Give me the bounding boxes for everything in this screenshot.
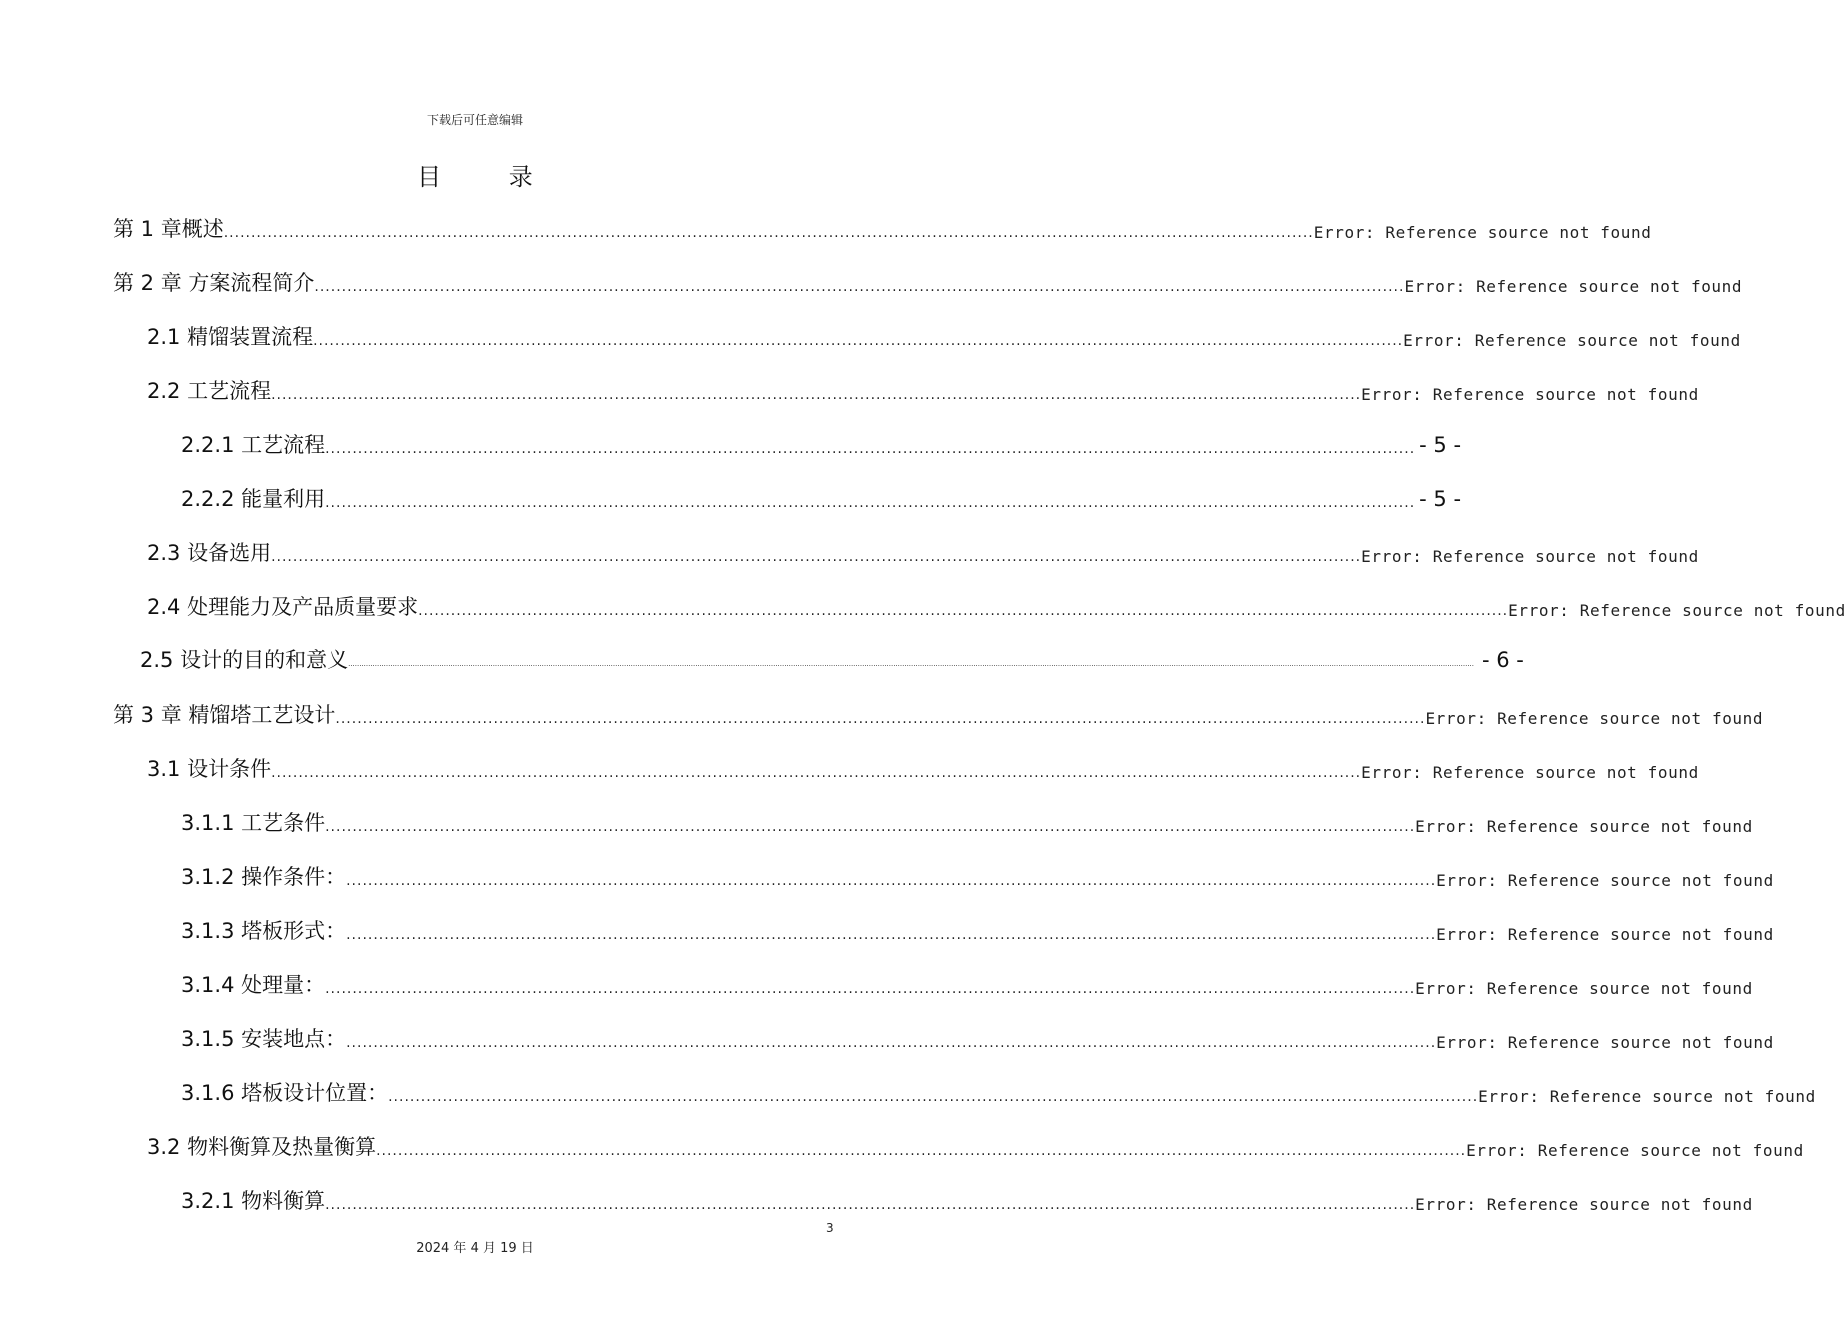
toc-entry-text: 3.2.1 物料衡算 xyxy=(181,1189,326,1213)
toc-entry-page: - 5 - xyxy=(1419,487,1462,511)
leader-dots: ........................................................................................................................................................................................................ xyxy=(346,873,1437,889)
leader-dots: ........................................................................................................................................................................................................ xyxy=(325,441,1416,457)
leader-dots: .......................................................................................................................................................................................................................................................................................................................................................................................................................................................................................................................... xyxy=(348,660,1474,668)
toc-entry-3-2[interactable] xyxy=(147,1132,1804,1162)
toc-entry-reference: Error: Reference source not found xyxy=(1436,871,1774,890)
footer-date: 2024 年 4 月 19 日 xyxy=(416,1241,534,1256)
toc-entry-2-3[interactable] xyxy=(147,538,1699,568)
toc-entry-2-5[interactable] xyxy=(140,645,1524,675)
toc-entry-reference: Error: Reference source not found xyxy=(1415,817,1753,836)
toc-entry-text: 2.3 设备选用 xyxy=(147,541,272,565)
toc-entry-page: - 6 - xyxy=(1481,648,1524,672)
toc-entry-text: 2.5 设计的目的和意义 xyxy=(140,648,349,672)
toc-entry-3-1-1[interactable] xyxy=(181,808,1753,838)
toc-entry-reference: Error: Reference source not found xyxy=(1478,1087,1816,1106)
toc-entry-text: 第 2 章 方案流程简介 xyxy=(113,271,315,295)
leader-dots: ........................................................................................................................................................................................................ xyxy=(313,333,1404,349)
leader-dots: ........................................................................................................................................................................................................ xyxy=(271,387,1362,403)
toc-entry-reference: Error: Reference source not found xyxy=(1403,331,1741,350)
toc-entry-3-1-4[interactable] xyxy=(181,970,1753,1000)
toc-entry-reference: Error: Reference source not found xyxy=(1508,601,1846,620)
toc-entry-text: 2.1 精馏装置流程 xyxy=(147,325,314,349)
leader-dots: ........................................................................................................................................................................................................ xyxy=(335,711,1426,727)
toc-entry-text: 第 1 章概述 xyxy=(113,217,224,241)
toc-entry-2-1[interactable] xyxy=(147,322,1741,352)
toc-entry-text: 2.2.2 能量利用 xyxy=(181,487,326,511)
toc-entry-reference: Error: Reference source not found xyxy=(1361,547,1699,566)
toc-entry-reference: Error: Reference source not found xyxy=(1361,763,1699,782)
toc-entry-reference: Error: Reference source not found xyxy=(1466,1141,1804,1160)
toc-entry-2-2[interactable] xyxy=(147,376,1699,406)
leader-dots: ........................................................................................................................................................................................................ xyxy=(325,1197,1416,1213)
leader-dots: ........................................................................................................................................................................................................ xyxy=(223,225,1314,241)
toc-entry-text: 第 3 章 精馏塔工艺设计 xyxy=(113,703,336,727)
toc-entry-2-2-2[interactable] xyxy=(181,484,1462,514)
toc-entry-reference: Error: Reference source not found xyxy=(1436,925,1774,944)
toc-entry-2-2-1[interactable] xyxy=(181,430,1462,460)
header-note: 下载后可任意编辑 xyxy=(426,113,523,127)
toc-entry-text: 3.1 设计条件 xyxy=(147,757,272,781)
toc-entry-chapter-1[interactable] xyxy=(113,214,1652,244)
toc-entry-text: 3.1.5 安装地点： xyxy=(181,1027,347,1051)
leader-dots: ........................................................................................................................................................................................................ xyxy=(325,981,1416,997)
toc-entry-text: 3.1.3 塔板形式： xyxy=(181,919,347,943)
toc-entry-3-2-1[interactable] xyxy=(181,1186,1753,1216)
toc-entry-chapter-2[interactable] xyxy=(113,268,1743,298)
toc-entry-2-4[interactable] xyxy=(147,592,1846,622)
toc-entry-3-1-6[interactable] xyxy=(181,1078,1816,1108)
toc-entry-text: 3.2 物料衡算及热量衡算 xyxy=(147,1135,377,1159)
toc-entry-text: 3.1.6 塔板设计位置： xyxy=(181,1081,389,1105)
leader-dots: ........................................................................................................................................................................................................ xyxy=(271,765,1362,781)
toc-title: 目 录 xyxy=(417,163,563,191)
toc-entry-chapter-3[interactable] xyxy=(113,700,1764,730)
toc-entry-reference: Error: Reference source not found xyxy=(1313,223,1652,242)
toc-entry-text: 3.1.2 操作条件： xyxy=(181,865,347,889)
toc-entry-reference: Error: Reference source not found xyxy=(1361,385,1699,404)
toc-entry-3-1-3[interactable] xyxy=(181,916,1774,946)
leader-dots: ........................................................................................................................................................................................................ xyxy=(388,1089,1479,1105)
toc-entry-3-1[interactable] xyxy=(147,754,1699,784)
toc-entry-text: 2.2.1 工艺流程 xyxy=(181,433,326,457)
toc-entry-reference: Error: Reference source not found xyxy=(1415,1195,1753,1214)
toc-entry-text: 3.1.1 工艺条件 xyxy=(181,811,326,835)
toc-entry-text: 2.4 处理能力及产品质量要求 xyxy=(147,595,419,619)
toc-entry-page: - 5 - xyxy=(1419,433,1462,457)
toc-entry-reference: Error: Reference source not found xyxy=(1415,979,1753,998)
leader-dots: ........................................................................................................................................................................................................ xyxy=(325,495,1416,511)
toc-entry-reference: Error: Reference source not found xyxy=(1436,1033,1774,1052)
leader-dots: ........................................................................................................................................................................................................ xyxy=(346,927,1437,943)
toc-entry-reference: Error: Reference source not found xyxy=(1404,277,1743,296)
toc-entry-3-1-2[interactable] xyxy=(181,862,1774,892)
toc-entry-text: 3.1.4 处理量： xyxy=(181,973,326,997)
leader-dots: ........................................................................................................................................................................................................ xyxy=(418,603,1509,619)
toc-entry-3-1-5[interactable] xyxy=(181,1024,1774,1054)
leader-dots: ........................................................................................................................................................................................................ xyxy=(325,819,1416,835)
leader-dots: ........................................................................................................................................................................................................ xyxy=(346,1035,1437,1051)
leader-dots: ........................................................................................................................................................................................................ xyxy=(271,549,1362,565)
toc-entry-reference: Error: Reference source not found xyxy=(1425,709,1764,728)
toc-entry-text: 2.2 工艺流程 xyxy=(147,379,272,403)
leader-dots: ........................................................................................................................................................................................................ xyxy=(376,1143,1467,1159)
page-number: 3 xyxy=(826,1221,834,1235)
leader-dots: ........................................................................................................................................................................................................ xyxy=(314,279,1405,295)
